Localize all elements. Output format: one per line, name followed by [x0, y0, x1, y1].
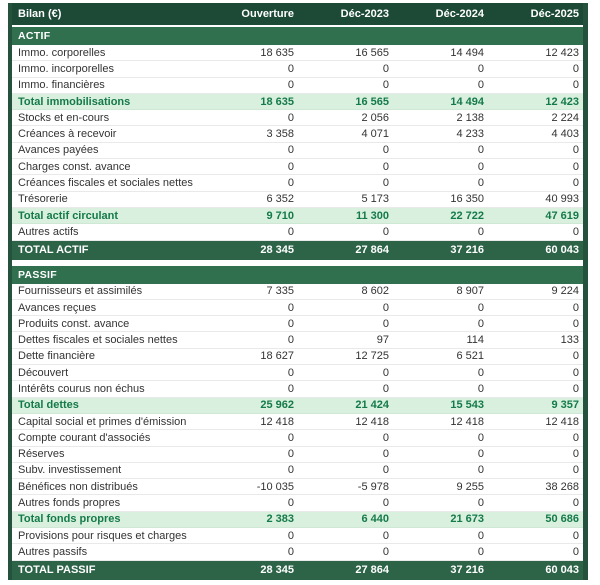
- row-value: 0: [572, 382, 579, 395]
- row-value: 16 565: [355, 95, 389, 108]
- row-label: Réserves: [18, 448, 65, 461]
- row-value: 21 424: [355, 399, 389, 412]
- row-value: -5 978: [357, 480, 389, 493]
- row-label: Dette financière: [18, 350, 96, 363]
- table-row: [12, 447, 583, 463]
- table-row: [12, 175, 583, 191]
- table-row: [12, 143, 583, 159]
- row-value: 12 418: [355, 415, 389, 428]
- table-row: [12, 159, 583, 175]
- row-label: Immo. incorporelles: [18, 62, 114, 75]
- row-value: 0: [287, 366, 294, 379]
- table-row: [12, 266, 583, 284]
- row-value: 0: [572, 177, 579, 190]
- row-value: 4 071: [361, 128, 389, 141]
- table-row: [12, 512, 583, 528]
- row-value: 0: [287, 497, 294, 510]
- row-value: 18 635: [260, 95, 294, 108]
- row-value: 6 440: [361, 513, 389, 526]
- row-value: 6 352: [266, 193, 294, 206]
- row-value: 0: [382, 497, 389, 510]
- row-value: 8 907: [456, 285, 484, 298]
- row-value: 0: [382, 366, 389, 379]
- row-value: 0: [572, 448, 579, 461]
- row-value: 47 619: [545, 209, 579, 222]
- row-value: 2 224: [551, 111, 579, 124]
- row-value: 28 345: [260, 564, 294, 577]
- table-row: [12, 398, 583, 414]
- row-value: 0: [572, 529, 579, 542]
- row-value: 12 418: [545, 415, 579, 428]
- row-value: 0: [287, 62, 294, 75]
- table-row: [12, 94, 583, 110]
- row-value: 12 423: [545, 46, 579, 59]
- row-value: 8 602: [361, 285, 389, 298]
- row-value: 0: [382, 160, 389, 173]
- row-label: Total immobilisations: [18, 95, 131, 108]
- row-value: 7 335: [266, 285, 294, 298]
- row-label: Stocks et en-cours: [18, 111, 110, 124]
- table-row: [12, 495, 583, 511]
- table-row: [12, 349, 583, 365]
- row-label: Autres actifs: [18, 225, 79, 238]
- table-row: [12, 544, 583, 560]
- row-value: 0: [382, 144, 389, 157]
- row-value: 0: [572, 225, 579, 238]
- row-value: 9 224: [551, 285, 579, 298]
- row-label: Fournisseurs et assimilés: [18, 285, 143, 298]
- row-value: 27 864: [355, 564, 389, 577]
- table-row: [12, 45, 583, 61]
- row-label: Total actif circulant: [18, 209, 119, 222]
- table-row: [12, 430, 583, 446]
- row-label: Produits const. avance: [18, 317, 130, 330]
- table-row: [12, 300, 583, 316]
- row-value: 2 056: [361, 111, 389, 124]
- row-label: Intérêts courus non échus: [18, 382, 145, 395]
- row-label: Découvert: [18, 366, 69, 379]
- row-value: 0: [287, 317, 294, 330]
- row-value: 27 864: [355, 244, 389, 257]
- row-value: 0: [477, 529, 484, 542]
- row-value: 0: [572, 301, 579, 314]
- row-value: 9 357: [551, 399, 579, 412]
- table-row: [12, 463, 583, 479]
- row-value: 0: [382, 62, 389, 75]
- row-value: 28 345: [260, 244, 294, 257]
- row-label: PASSIF: [18, 268, 57, 281]
- row-value: 18 627: [260, 350, 294, 363]
- row-value: 97: [376, 334, 389, 347]
- table-row: [12, 192, 583, 208]
- row-value: 0: [287, 301, 294, 314]
- row-value: 60 043: [545, 244, 579, 257]
- row-value: 0: [287, 225, 294, 238]
- row-value: 16 350: [450, 193, 484, 206]
- row-value: 0: [382, 545, 389, 558]
- row-label: Compte courant d'associés: [18, 431, 151, 444]
- table-header-row: [12, 3, 583, 25]
- row-value: 5 173: [361, 193, 389, 206]
- row-value: 38 268: [545, 480, 579, 493]
- row-value: 9 255: [456, 480, 484, 493]
- row-value: 133: [560, 334, 579, 347]
- row-value: 0: [477, 366, 484, 379]
- table-row: [12, 365, 583, 381]
- row-value: 12 423: [545, 95, 579, 108]
- row-value: 0: [287, 160, 294, 173]
- row-label: Capital social et primes d'émission: [18, 415, 187, 428]
- table-row: [12, 528, 583, 544]
- row-label: Total fonds propres: [18, 513, 121, 526]
- row-value: 9 710: [266, 209, 294, 222]
- row-value: 37 216: [450, 244, 484, 257]
- row-label: Subv. investissement: [18, 464, 122, 477]
- row-label: Dettes fiscales et sociales nettes: [18, 334, 178, 347]
- row-value: -10 035: [256, 480, 294, 493]
- row-label: Autres fonds propres: [18, 497, 121, 510]
- row-value: 12 418: [260, 415, 294, 428]
- row-value: 21 673: [450, 513, 484, 526]
- row-value: 12 725: [355, 350, 389, 363]
- row-value: 0: [382, 79, 389, 92]
- row-label: ACTIF: [18, 30, 51, 42]
- row-value: 0: [287, 144, 294, 157]
- row-value: 0: [382, 225, 389, 238]
- row-value: 60 043: [545, 564, 579, 577]
- table-row: [12, 208, 583, 224]
- row-label: Trésorerie: [18, 193, 68, 206]
- row-value: 0: [382, 301, 389, 314]
- table-body: [12, 27, 583, 580]
- table-row: [12, 414, 583, 430]
- row-value: 15 543: [450, 399, 484, 412]
- table-row: [12, 110, 583, 126]
- row-value: 0: [287, 177, 294, 190]
- row-value: 3 358: [266, 128, 294, 141]
- row-label: Immo. corporelles: [18, 46, 106, 59]
- row-value: 0: [382, 431, 389, 444]
- row-label: Bénéfices non distribués: [18, 480, 138, 493]
- row-value: 0: [572, 62, 579, 75]
- table-row: [12, 78, 583, 94]
- row-value: 37 216: [450, 564, 484, 577]
- row-value: 0: [572, 464, 579, 477]
- row-value: 4 233: [456, 128, 484, 141]
- row-value: 0: [382, 177, 389, 190]
- row-value: 0: [477, 497, 484, 510]
- row-value: 0: [572, 317, 579, 330]
- row-value: 0: [572, 144, 579, 157]
- row-value: 0: [477, 545, 484, 558]
- row-value: 22 722: [450, 209, 484, 222]
- table-row: [12, 27, 583, 45]
- row-value: 0: [287, 334, 294, 347]
- row-label: Immo. financières: [18, 79, 105, 92]
- row-label: Créances à recevoir: [18, 128, 117, 141]
- row-value: 0: [287, 111, 294, 124]
- row-value: 0: [382, 529, 389, 542]
- row-value: 40 993: [545, 193, 579, 206]
- row-value: 50 686: [545, 513, 579, 526]
- row-value: 0: [287, 382, 294, 395]
- table-row: [12, 224, 583, 240]
- table-row: [12, 284, 583, 300]
- row-value: 2 383: [266, 513, 294, 526]
- row-value: 0: [477, 448, 484, 461]
- row-value: 0: [287, 79, 294, 92]
- row-value: 0: [287, 431, 294, 444]
- row-value: 6 521: [456, 350, 484, 363]
- row-value: 18 635: [260, 46, 294, 59]
- row-value: 0: [382, 382, 389, 395]
- row-value: 11 300: [355, 209, 389, 222]
- row-value: 4 403: [551, 128, 579, 141]
- row-value: 0: [287, 448, 294, 461]
- row-value: 0: [382, 464, 389, 477]
- table-row: [12, 241, 583, 260]
- row-label: Avances payées: [18, 144, 99, 157]
- table-row: [12, 381, 583, 397]
- column-header: Déc-2023: [340, 8, 389, 20]
- row-value: 0: [572, 350, 579, 363]
- row-value: 0: [477, 317, 484, 330]
- row-value: 0: [287, 545, 294, 558]
- row-value: 0: [477, 177, 484, 190]
- row-label: Autres passifs: [18, 545, 88, 558]
- row-value: 0: [287, 464, 294, 477]
- row-value: 0: [477, 62, 484, 75]
- column-header: Déc-2024: [435, 8, 484, 20]
- row-value: 114: [466, 334, 484, 347]
- row-value: 14 494: [450, 95, 484, 108]
- row-value: 0: [572, 160, 579, 173]
- row-value: 0: [572, 79, 579, 92]
- table-row: [12, 126, 583, 142]
- row-value: 2 138: [456, 111, 484, 124]
- row-value: 0: [477, 79, 484, 92]
- row-value: 12 418: [450, 415, 484, 428]
- column-header: Déc-2025: [530, 8, 579, 20]
- row-value: 0: [287, 529, 294, 542]
- column-header: Ouverture: [241, 8, 294, 20]
- row-value: 0: [382, 448, 389, 461]
- table-row: [12, 61, 583, 77]
- row-label: TOTAL ACTIF: [18, 244, 89, 257]
- row-value: 0: [477, 160, 484, 173]
- row-value: 0: [572, 545, 579, 558]
- row-value: 0: [477, 382, 484, 395]
- row-value: 16 565: [355, 46, 389, 59]
- row-value: 14 494: [450, 46, 484, 59]
- row-label: Créances fiscales et sociales nettes: [18, 177, 193, 190]
- row-value: 0: [572, 431, 579, 444]
- row-label: Charges const. avance: [18, 160, 131, 173]
- row-value: 0: [477, 225, 484, 238]
- row-label: TOTAL PASSIF: [18, 564, 96, 577]
- table-row: [12, 561, 583, 580]
- table-row: [12, 316, 583, 332]
- row-value: 0: [572, 497, 579, 510]
- row-label: Total dettes: [18, 399, 79, 412]
- row-value: 25 962: [260, 399, 294, 412]
- row-label: Provisions pour risques et charges: [18, 529, 187, 542]
- row-value: 0: [382, 317, 389, 330]
- row-value: 0: [477, 144, 484, 157]
- row-value: 0: [477, 464, 484, 477]
- row-value: 0: [572, 366, 579, 379]
- row-label: Avances reçues: [18, 301, 97, 314]
- table-row: [12, 332, 583, 348]
- table-title: Bilan (€): [18, 8, 62, 20]
- balance-sheet-table: [8, 3, 588, 580]
- row-value: 0: [477, 431, 484, 444]
- row-value: 0: [477, 301, 484, 314]
- table-row: [12, 479, 583, 495]
